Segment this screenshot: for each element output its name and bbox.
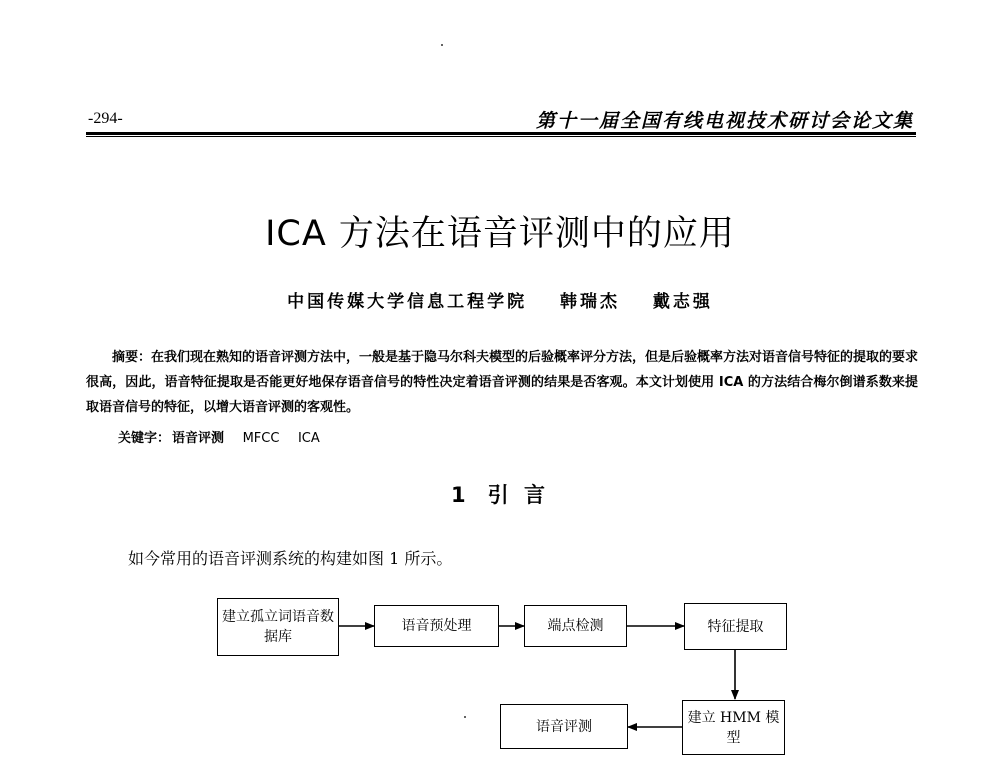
header-rule-thin	[86, 136, 916, 137]
body-paragraph: 如今常用的语音评测系统的构建如图 1 所示。	[128, 549, 453, 568]
author-1: 韩瑞杰	[560, 292, 620, 312]
header-rule	[86, 132, 916, 135]
keyword: ICA	[297, 431, 320, 446]
page-number: -294-	[88, 110, 123, 127]
keyword: 语音评测	[172, 431, 225, 446]
author-2: 戴志强	[652, 292, 713, 312]
flow-node-endpoint: 端点检测	[524, 605, 627, 647]
flow-node-preprocess: 语音预处理	[374, 605, 499, 647]
flow-node-hmm: 建立 HMM 模型	[682, 700, 785, 755]
scan-speck	[441, 44, 443, 46]
affiliation: 中国传媒大学信息工程学院	[287, 292, 528, 312]
flow-node-feature: 特征提取	[684, 603, 787, 650]
paper-title: ICA 方法在语音评测中的应用	[265, 214, 735, 254]
flow-node-evaluate: 语音评测	[500, 704, 628, 749]
keywords-label: 关键字：	[118, 431, 171, 446]
author-line	[0, 287, 1000, 312]
section-title: 引 言	[487, 483, 549, 507]
section-number: 1	[451, 483, 470, 507]
flow-node-corpus: 建立孤立词语音数据库	[217, 598, 339, 656]
scan-speck	[464, 716, 466, 718]
keywords	[118, 427, 334, 446]
section-heading	[0, 479, 1000, 509]
running-title: 第十一届全国有线电视技术研讨会论文集	[535, 110, 914, 132]
keyword: MFCC	[242, 431, 280, 446]
abstract: 摘要：在我们现在熟知的语音评测方法中，一般是基于隐马尔科夫模型的后验概率评分方法，但是后验概率方法对语音信号特征的提取的要求很高，因此，语音特征提取是否能更好地保存语音信号的特性决定着语音评测的结果是否客观。本文计划使用 ICA 的方法结合梅尔倒谱系数来提取语音信号的特征，以增大语音评测的客观性。	[86, 350, 919, 415]
